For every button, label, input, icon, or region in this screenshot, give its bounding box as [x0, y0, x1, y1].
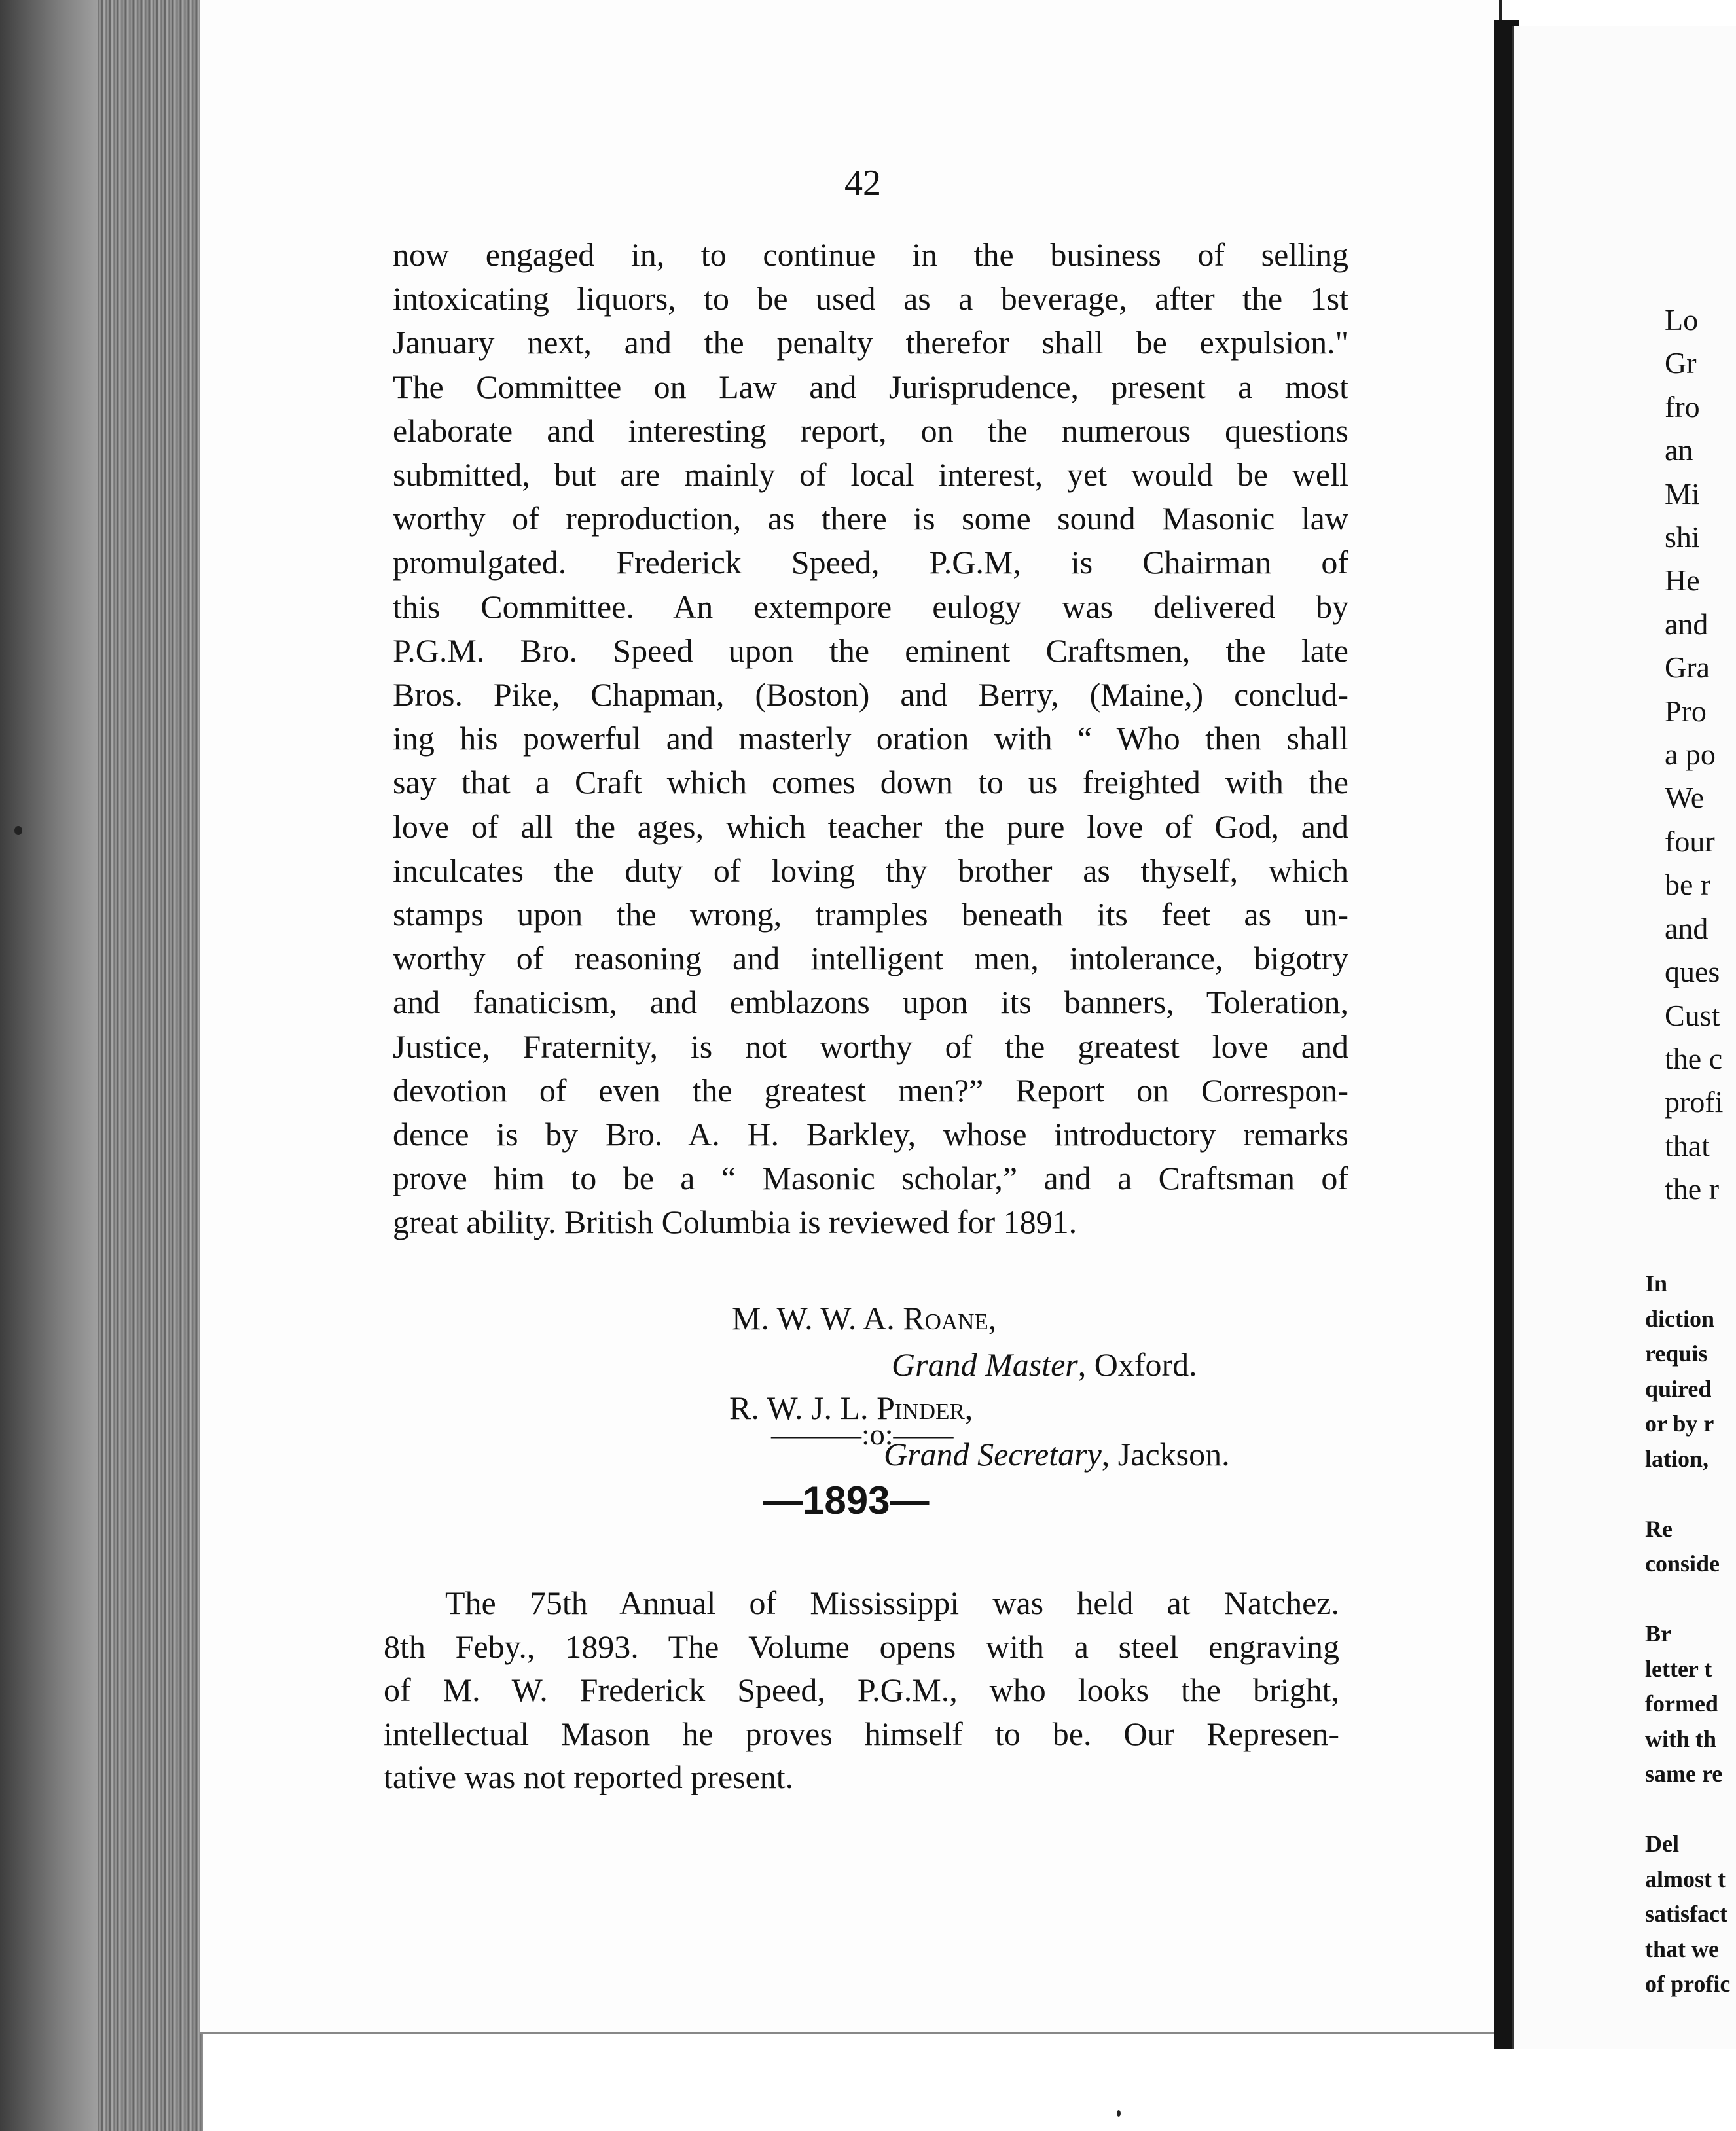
- facing-page-fragment: requis: [1645, 1340, 1708, 1367]
- book-edge-dark: [0, 0, 98, 2131]
- body-text-line: say that a Craft which comes down to us freighted with the: [393, 764, 1348, 801]
- facing-page-fragment: [1645, 1477, 1730, 1512]
- page-number: 42: [844, 163, 881, 204]
- facing-page-fragment: ques: [1665, 955, 1720, 989]
- body-text-line: Bros. Pike, Chapman, (Boston) and Berry, (Maine,) conclud-: [393, 676, 1348, 713]
- facing-page-fragment: the c: [1665, 1041, 1723, 1075]
- body-text-line: great ability. British Columbia is reviewed for 1891.: [393, 1204, 1077, 1241]
- signature-1-title: [892, 1346, 1197, 1384]
- facing-page-fragment: four: [1665, 824, 1715, 858]
- body-text-line: intoxicating liquors, to be used as a beverage, after the 1st: [393, 280, 1348, 317]
- body-text-line: worthy of reproduction, as there is some sound Masonic law: [393, 500, 1348, 537]
- facing-page-fragment: profi: [1665, 1085, 1724, 1119]
- paragraph-text-line: intellectual Mason he proves himself to be. Our Represen-: [384, 1715, 1339, 1752]
- body-text-line: promulgated. Frederick Speed, P.G.M, is Chairman of: [393, 544, 1348, 581]
- body-text-line: ing his powerful and masterly oration with “ Who then shall: [393, 720, 1348, 757]
- facing-page-fragment: lation,: [1645, 1445, 1709, 1472]
- facing-page-fragment: Br: [1645, 1621, 1671, 1647]
- body-text-line: and fanaticism, and emblazons upon its banners, Toleration,: [393, 984, 1348, 1021]
- second-paragraph: [384, 1581, 1339, 1799]
- body-text-line: love of all the ages, which teacher the pure love of God, and: [393, 808, 1348, 845]
- facing-page-fragment: Mi: [1665, 476, 1700, 510]
- signature-1-name-text: M. W. W. A. Roane,: [732, 1300, 997, 1336]
- year-heading: —1893—: [763, 1478, 930, 1522]
- facing-page-fragment: that we: [1645, 1935, 1719, 1962]
- facing-page-fragment: shi: [1665, 520, 1700, 554]
- facing-page-fragment: Del: [1645, 1831, 1679, 1857]
- facing-page-fragment: Re: [1645, 1515, 1673, 1542]
- body-text-line: devotion of even the greatest men?” Report on Correspon-: [393, 1071, 1348, 1109]
- facing-page-fragment: that: [1665, 1128, 1710, 1162]
- facing-page-fragment: and: [1665, 607, 1709, 641]
- signature-1-role: Grand Master: [892, 1346, 1078, 1383]
- facing-page-fragment: almost t: [1645, 1865, 1726, 1892]
- facing-page-fragment: He: [1665, 564, 1700, 598]
- body-paragraph: [393, 233, 1348, 1245]
- facing-page-fragment: Cust: [1665, 998, 1720, 1032]
- facing-page-fragment: letter t: [1645, 1655, 1712, 1682]
- ink-speck: [14, 826, 22, 835]
- signature-1-name: [732, 1299, 996, 1337]
- facing-page: [1512, 26, 1736, 2049]
- facing-page-fragment: In: [1645, 1270, 1668, 1297]
- body-text-line: The Committee on Law and Jurisprudence, present a most: [393, 368, 1348, 405]
- facing-page-fragment: satisfact: [1645, 1901, 1727, 1927]
- facing-page-fragment: Gr: [1665, 346, 1697, 380]
- facing-page-fragment: the r: [1665, 1172, 1720, 1206]
- section-divider: ———:o:——: [771, 1418, 954, 1451]
- facing-page-fragment: [1645, 1582, 1730, 1617]
- facing-page-fragment: and: [1665, 911, 1709, 945]
- signature-2-role: Grand Secretary: [884, 1436, 1102, 1473]
- signature-2-place: , Jackson.: [1101, 1436, 1230, 1473]
- facing-page-fragment: Lo: [1665, 303, 1699, 336]
- facing-page-fragment: conside: [1645, 1550, 1720, 1577]
- facing-page-fragment: formed: [1645, 1691, 1718, 1717]
- facing-page-fragment: diction: [1645, 1305, 1715, 1332]
- body-text-line: now engaged in, to continue in the business of selling: [393, 236, 1348, 273]
- facing-page-fragment: fro: [1665, 389, 1700, 423]
- facing-page-fragment: be r: [1665, 868, 1711, 902]
- body-text-line: January next, and the penalty therefor shall be expulsion.": [393, 324, 1348, 361]
- facing-page-fragment: same re: [1645, 1761, 1723, 1787]
- facing-page-fragment: Pro: [1665, 694, 1707, 728]
- paragraph-text-line: The 75th Annual of Mississippi was held at Natchez.: [445, 1585, 1339, 1621]
- facing-page-fragment: an: [1665, 433, 1693, 467]
- facing-page-fragment: of profic: [1645, 1971, 1731, 1997]
- facing-page-fragment: with th: [1645, 1725, 1717, 1752]
- body-text-line: worthy of reasoning and intelligent men, intolerance, bigotry: [393, 940, 1348, 977]
- body-text-line: P.G.M. Bro. Speed upon the eminent Craftsmen, the late: [393, 632, 1348, 669]
- facing-page-fragment: quired: [1645, 1375, 1712, 1402]
- signature-1-place: , Oxford.: [1077, 1346, 1197, 1383]
- paragraph-text-line: of M. W. Frederick Speed, P.G.M., who looks the bright,: [384, 1672, 1339, 1708]
- facing-page-lower-text: [1645, 1266, 1730, 2002]
- body-text-line: prove him to be a “ Masonic scholar,” and a Craftsman of: [393, 1160, 1348, 1197]
- facing-page-fragment: [1645, 1792, 1730, 1827]
- facing-page-fragment: We: [1665, 781, 1705, 815]
- facing-page-fragment: a po: [1665, 738, 1716, 772]
- body-text-line: this Committee. An extempore eulogy was delivered by: [393, 588, 1348, 625]
- paragraph-text-line: tative was not reported present.: [384, 1759, 794, 1795]
- facing-page-upper-text: [1665, 298, 1723, 1211]
- signature-2-name-text: R. W. J. L. Pinder,: [729, 1389, 973, 1426]
- body-text-line: submitted, but are mainly of local interest, yet would be well: [393, 456, 1348, 493]
- facing-page-fragment: or by r: [1645, 1410, 1714, 1437]
- facing-page-fragment: Gra: [1665, 651, 1710, 685]
- body-text-line: dence is by Bro. A. H. Barkley, whose introductory remarks: [393, 1116, 1348, 1153]
- body-text-line: Justice, Fraternity, is not worthy of the greatest love and: [393, 1028, 1348, 1065]
- paragraph-text-line: 8th Feby., 1893. The Volume opens with a steel engraving: [384, 1628, 1339, 1665]
- book-page-edges: [98, 0, 203, 2131]
- body-text-line: stamps upon the wrong, tramples beneath its feet as un-: [393, 896, 1348, 933]
- body-text-line: inculcates the duty of loving thy brother as thyself, which: [393, 851, 1348, 889]
- ink-speck: [1117, 2110, 1121, 2117]
- body-text-line: elaborate and interesting report, on the numerous questions: [393, 412, 1348, 449]
